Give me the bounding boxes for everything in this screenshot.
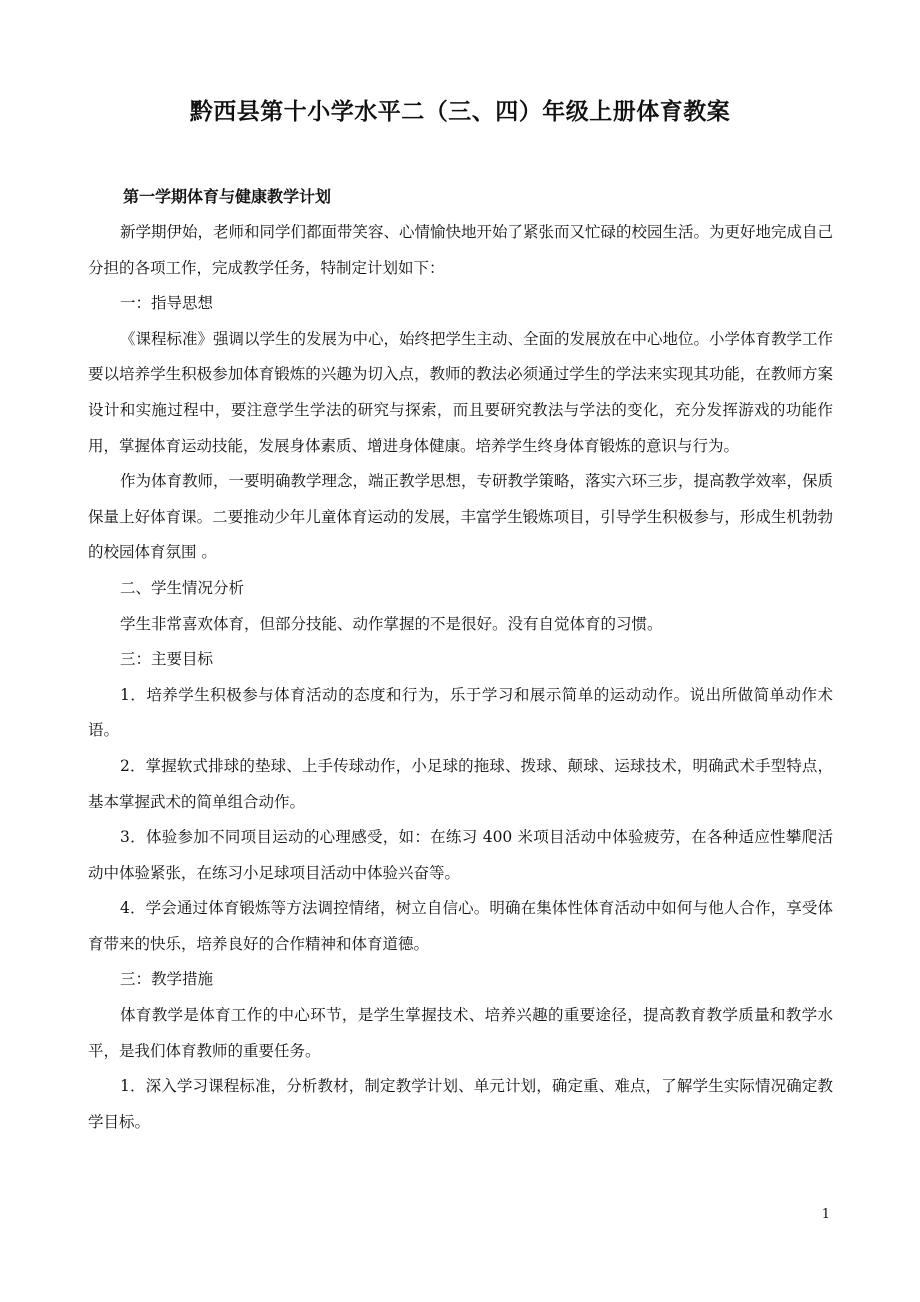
goal-item-2: 2．掌握软式排球的垫球、上手传球动作，小足球的拖球、拨球、颠球、运球技术，明确武术手型特点，基本掌握武术的简单组合动作。 <box>88 756 833 811</box>
goal-item-3: 3．体验参加不同项目运动的心理感受，如：在练习 400 米项目活动中体验疲劳，在各种适应性攀爬活动中体验紧张，在练习小足球项目活动中体验兴奋等。 <box>88 828 833 882</box>
goal-item-1: 1．培养学生积极参与体育活动的态度和行为，乐于学习和展示简单的运动动作。说出所做简单动作术语。 <box>88 685 833 740</box>
section-title: 第一学期体育与健康教学计划 <box>123 187 332 206</box>
heading-teaching-measures: 三：教学措施 <box>120 970 214 989</box>
document-body <box>88 179 833 1140</box>
heading-main-goals: 三：主要目标 <box>120 650 214 669</box>
goal-item-4: 4．学会通过体育锻炼等方法调控情绪，树立自信心。明确在集体性体育活动中如何与他人合作，享受体育带来的快乐，培养良好的合作精神和体育道德。 <box>88 899 833 953</box>
page-number: 1 <box>821 1207 830 1222</box>
paragraph-teacher-duties: 作为体育教师，一要明确教学理念，端正教学思想，专研教学策略，落实六环三步，提高教学效率，保质保量上好体育课。二要推动少年儿童体育运动的发展，丰富学生锻炼项目，引导学生积极参与，形成生机勃勃的校园体育氛围 。 <box>88 472 834 562</box>
document-title: 黔西县第十小学水平二（三、四）年级上册体育教案 <box>189 98 731 125</box>
paragraph-teaching-measures: 体育教学是体育工作的中心环节，是学生掌握技术、培养兴趣的重要途径，提高教育教学质量和教学水平，是我们体育教师的重要任务。 <box>88 1006 833 1060</box>
paragraph-intro: 新学期伊始，老师和同学们都面带笑容、心情愉快地开始了紧张而又忙碌的校园生活。为更好地完成自己分担的各项工作，完成教学任务，特制定计划如下： <box>88 223 834 277</box>
paragraph-student-analysis: 学生非常喜欢体育，但部分技能、动作掌握的不是很好。没有自觉体育的习惯。 <box>120 614 663 633</box>
heading-guiding-thought: 一：指导思想 <box>120 294 214 313</box>
heading-student-analysis: 二、学生情况分析 <box>120 578 245 597</box>
measure-item-1: 1．深入学习课程标准，分析教材，制定教学计划、单元计划，确定重、难点，了解学生实际情况确定教学目标。 <box>88 1077 833 1131</box>
paragraph-guiding-thought: 《课程标准》强调以学生的发展为中心，始终把学生主动、全面的发展放在中心地位。小学体育教学工作要以培养学生积极参加体育锻炼的兴趣为切入点，教师的教法必须通过学生的学法来实现其功能，在教师方案设计和实施过程中，要注意学生学法的研究与探索，而且要研究教法与学法的变化，充分发挥游戏的功能作用，掌握体育运动技能，发展身体素质、增进身体健康。培养学生终身体育锻炼的意识与行为。 <box>88 329 834 455</box>
